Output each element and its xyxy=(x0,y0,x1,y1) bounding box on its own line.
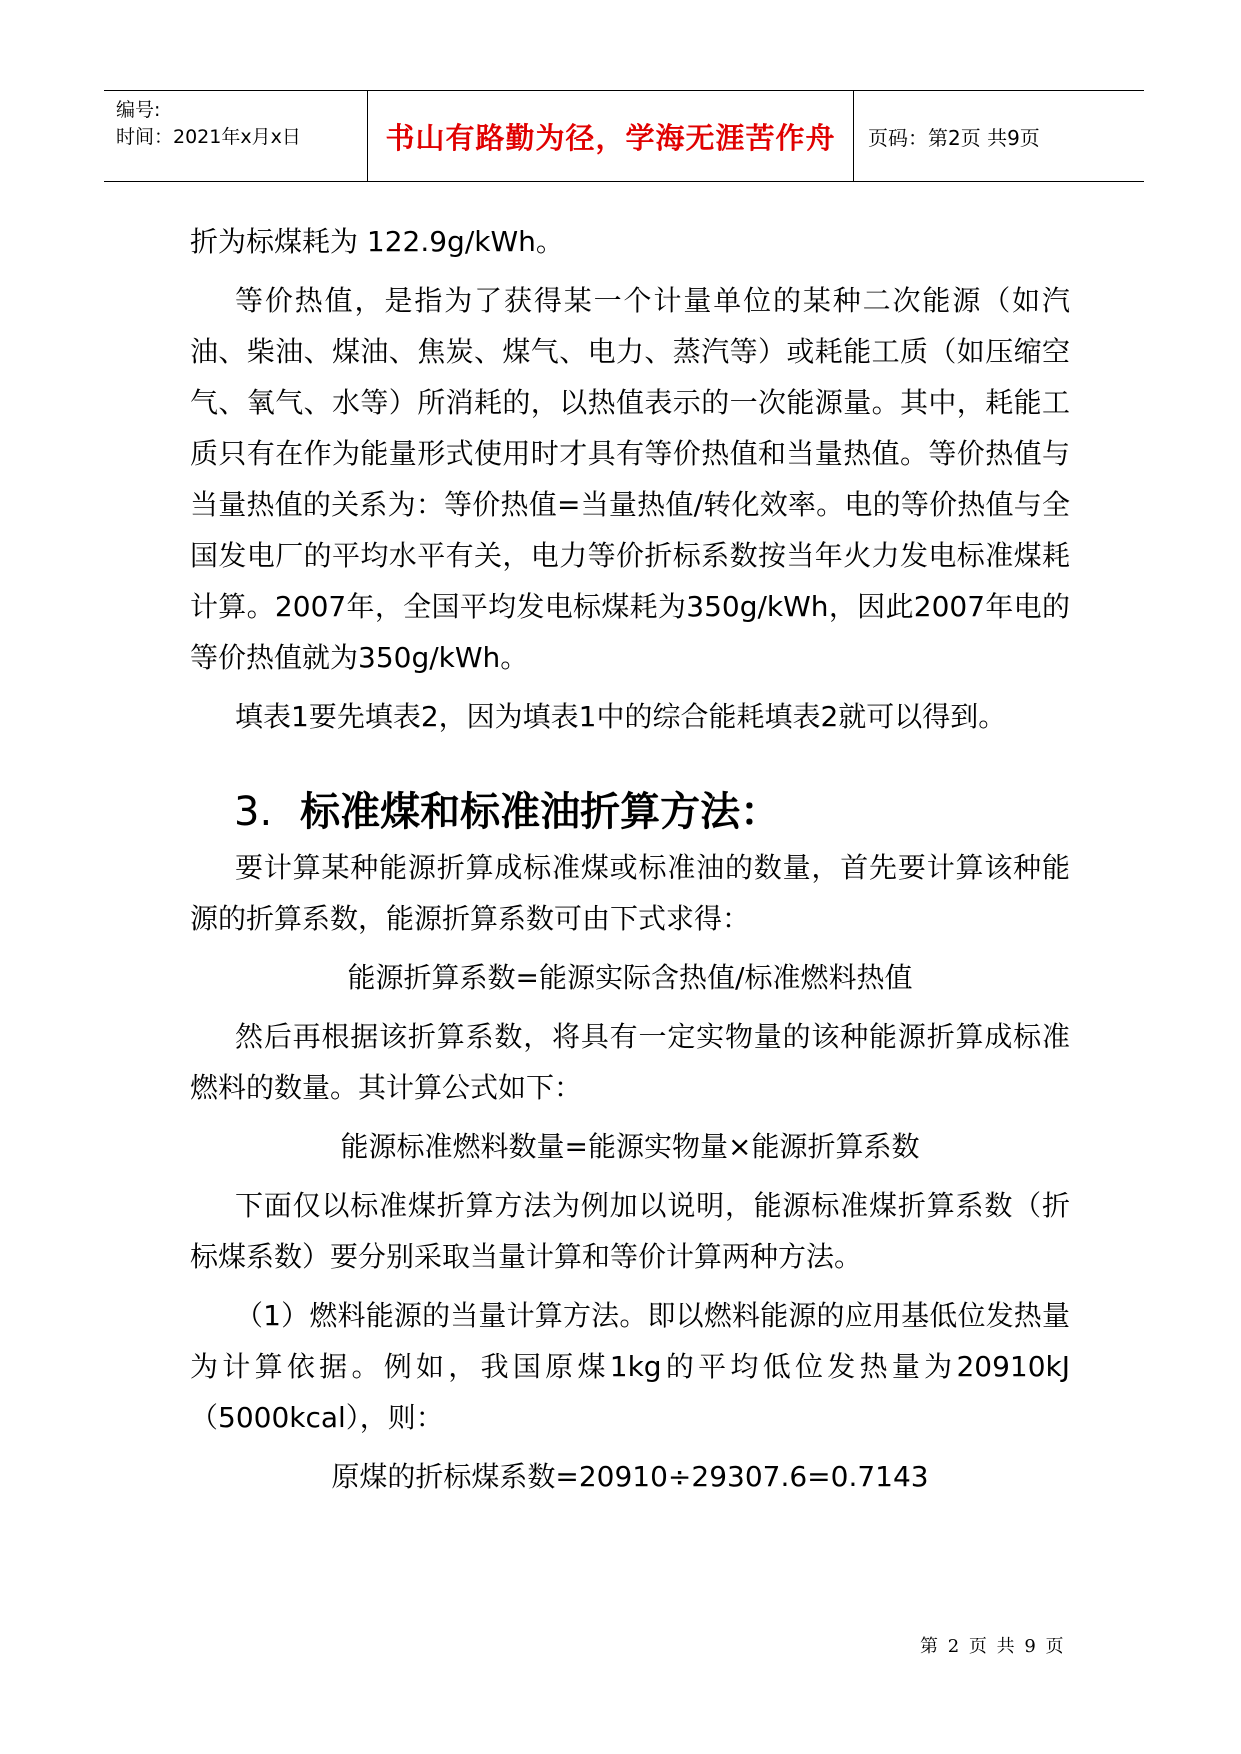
header-motto: 书山有路勤为径，学海无涯苦作舟 xyxy=(368,91,854,181)
section-heading-text: 标准煤和标准油折算方法： xyxy=(300,789,781,835)
header-number-label: 编号: xyxy=(116,99,161,121)
document-body xyxy=(190,216,1070,1510)
header-meta-cell xyxy=(104,91,368,181)
formula-1: 能源折算系数=能源实际含热值/标准燃料热值 xyxy=(347,961,913,994)
formula-3: 原煤的折标煤系数=20910÷29307.6=0.7143 xyxy=(331,1460,929,1493)
paragraph-2: 等价热值，是指为了获得某一个计量单位的某种二次能源（如汽油、柴油、煤油、焦炭、煤气、电力、蒸汽等）或耗能工质（如压缩空气、氧气、水等）所消耗的，以热值表示的一次能源量。其中，耗能工质只有在作为能量形式使用时才具有等价热值和当量热值。等价热值与当量热值的关系为：等价热值=当量热值/转化效率。电的等价热值与全国发电厂的平均水平有关，电力等价折标系数按当年火力发电标准煤耗计算。2007年，全国平均发电标煤耗为350g/kWh，因此2007年电的等价热值就为350g/kWh。 xyxy=(190,284,1070,674)
header-page-code: 页码：第2页 共9页 xyxy=(868,125,1040,150)
document-header xyxy=(104,90,1144,182)
paragraph-5: 然后再根据该折算系数，将具有一定实物量的该种能源折算成标准燃料的数量。其计算公式如下： xyxy=(190,1020,1070,1104)
paragraph-7: （1）燃料能源的当量计算方法。即以燃料能源的应用基低位发热量为计算依据。例如，我国原煤1kg的平均低位发热量为20910kJ（5000kcal），则： xyxy=(190,1299,1070,1434)
paragraph-1: 折为标煤耗为 122.9g/kWh。 xyxy=(190,225,564,258)
page-footer: 第 2 页 共 9 页 xyxy=(920,1636,1066,1657)
section-heading-number: 3. xyxy=(234,789,273,835)
paragraph-4: 要计算某种能源折算成标准煤或标准油的数量，首先要计算该种能源的折算系数，能源折算系数可由下式求得： xyxy=(190,851,1070,935)
paragraph-6: 下面仅以标准煤折算方法为例加以说明，能源标准煤折算系数（折标煤系数）要分别采取当量计算和等价计算两种方法。 xyxy=(190,1189,1070,1273)
paragraph-3: 填表1要先填表2，因为填表1中的综合能耗填表2就可以得到。 xyxy=(235,700,1007,733)
section-heading xyxy=(190,782,1070,842)
header-time-label: 时间：2021年x月x日 xyxy=(116,126,301,148)
formula-2: 能源标准燃料数量=能源实物量×能源折算系数 xyxy=(340,1130,920,1163)
